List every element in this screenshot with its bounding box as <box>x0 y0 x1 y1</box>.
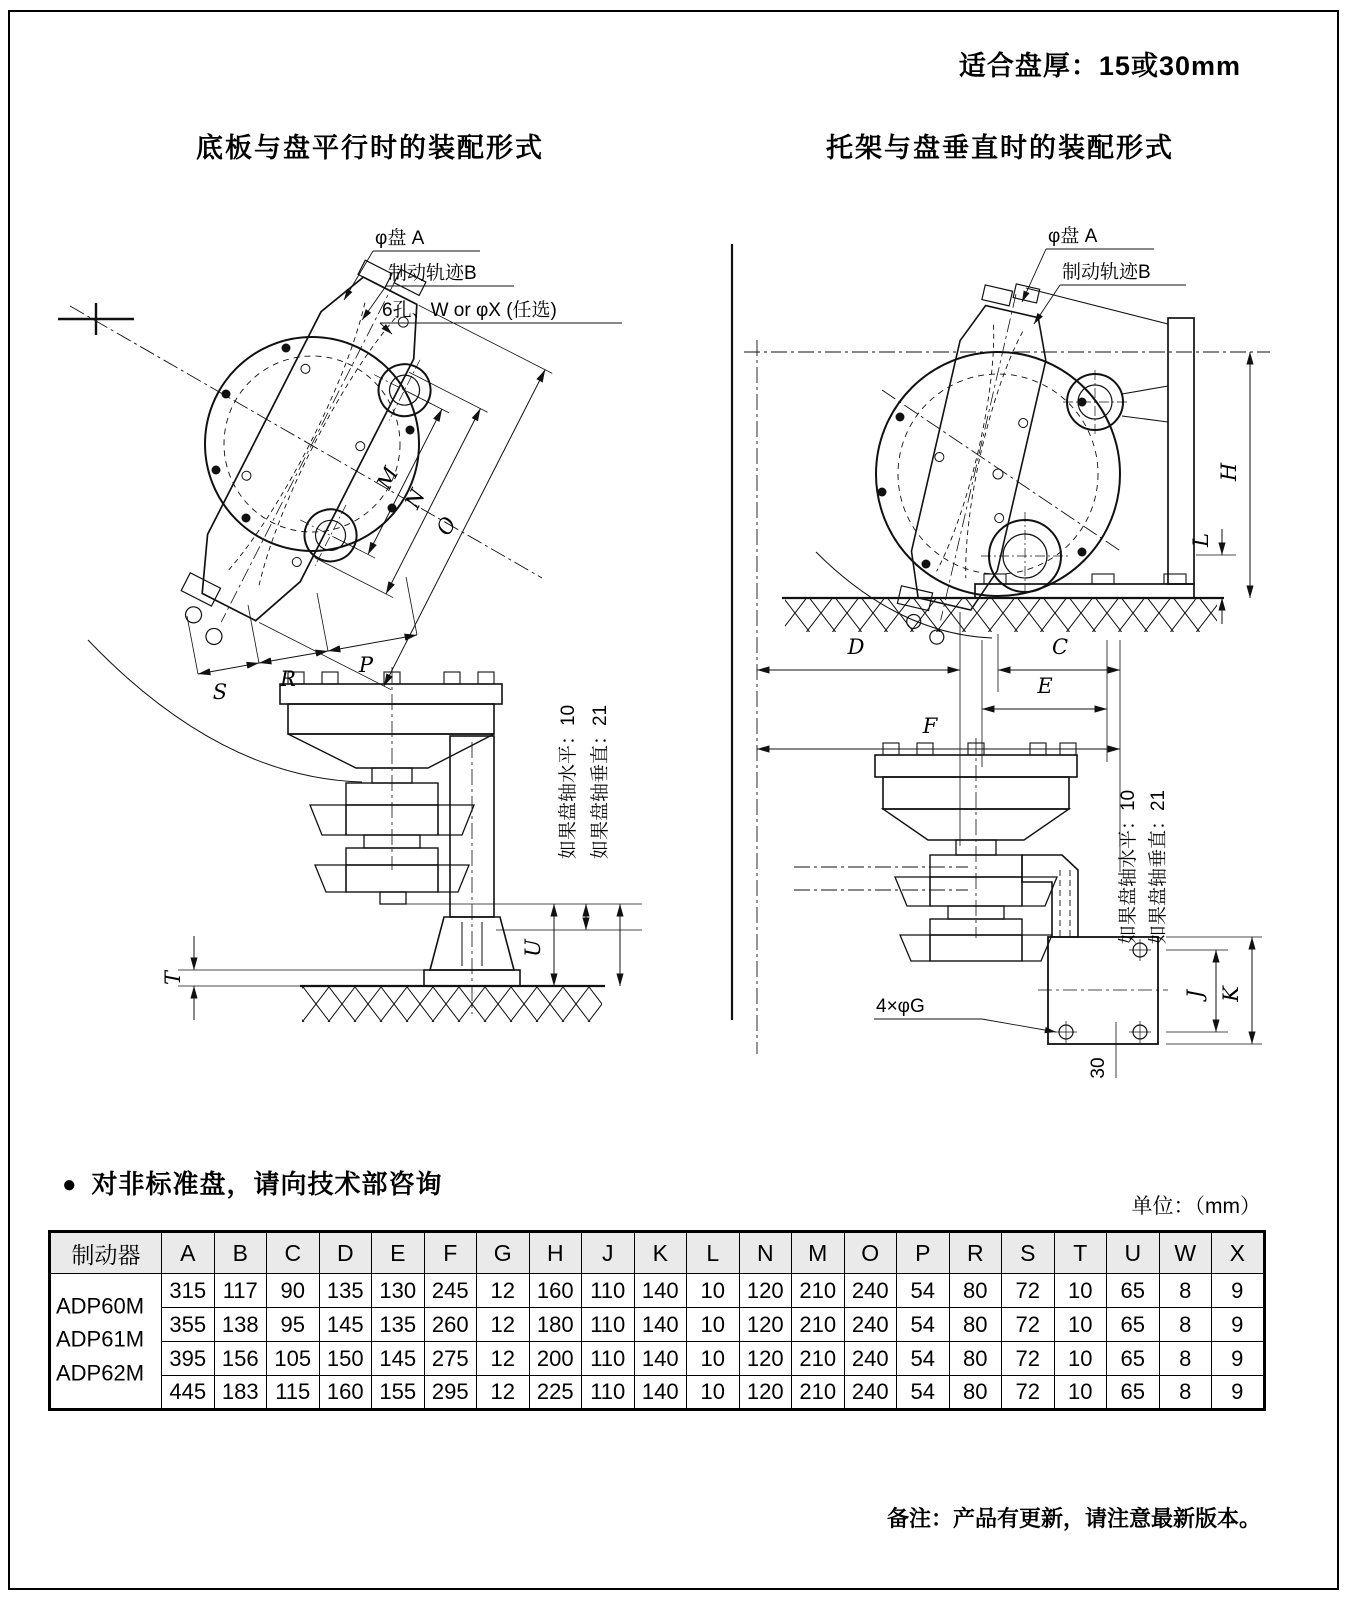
col-header: F <box>424 1232 477 1274</box>
table-cell: 160 <box>319 1376 372 1410</box>
table-cell: 130 <box>372 1274 425 1308</box>
col-header: T <box>1054 1232 1107 1274</box>
table-cell: 145 <box>372 1342 425 1376</box>
dimension-table <box>48 1230 1266 1411</box>
dim-label-K: K <box>1219 986 1243 1002</box>
dim-label-N: N <box>400 485 431 513</box>
table-cell: 120 <box>739 1376 792 1410</box>
table-cell: 72 <box>1002 1274 1055 1308</box>
table-cell: 200 <box>529 1342 582 1376</box>
table-cell: 10 <box>687 1308 740 1342</box>
col-header: K <box>634 1232 687 1274</box>
table-cell: 150 <box>319 1342 372 1376</box>
table-cell: 117 <box>214 1274 267 1308</box>
model-name: ADP60M <box>56 1293 145 1319</box>
table-cell: 80 <box>949 1342 1002 1376</box>
table-cell: 80 <box>949 1376 1002 1410</box>
table-cell: 80 <box>949 1308 1002 1342</box>
table-cell: 210 <box>792 1308 845 1342</box>
col-header: H <box>529 1232 582 1274</box>
table-cell: 12 <box>477 1342 530 1376</box>
table-cell: 8 <box>1159 1376 1212 1410</box>
model-name: ADP62M <box>56 1360 145 1386</box>
table-cell: 10 <box>1054 1308 1107 1342</box>
table-cell: 260 <box>424 1308 477 1342</box>
jk-extension-lines <box>1166 937 1262 1044</box>
right-assembly-drawing <box>730 222 1330 1082</box>
dim-label-R: R <box>280 667 296 691</box>
label-offset-30: 30 <box>1088 1057 1109 1079</box>
table-cell: 210 <box>792 1376 845 1410</box>
table-cell: 54 <box>897 1376 950 1410</box>
dim-line-O <box>384 370 545 686</box>
table-cell: 155 <box>372 1376 425 1410</box>
leader-disc-dia <box>1022 249 1046 302</box>
table-cell: 9 <box>1212 1274 1265 1308</box>
dim-T-extensions <box>178 970 424 986</box>
table-cell: 110 <box>582 1274 635 1308</box>
table-cell: 120 <box>739 1308 792 1342</box>
table-cell: 65 <box>1107 1342 1160 1376</box>
table-cell: 8 <box>1159 1308 1212 1342</box>
dim-label-D: D <box>847 635 865 659</box>
label-disc-diameter: φ盘 A <box>1048 226 1098 247</box>
table-cell: 135 <box>372 1308 425 1342</box>
table-cell: 110 <box>582 1376 635 1410</box>
brake-track-arc <box>88 640 362 782</box>
table-cell: 120 <box>739 1342 792 1376</box>
col-header: U <box>1107 1232 1160 1274</box>
dim-label-J: J <box>1183 989 1207 999</box>
table-cell: 10 <box>687 1376 740 1410</box>
table-row <box>50 1274 1265 1308</box>
dim-label-U: U <box>521 939 545 957</box>
table-cell: 210 <box>792 1274 845 1308</box>
consult-note-text: 对非标准盘，请向技术部咨询 <box>91 1169 443 1199</box>
col-header: N <box>739 1232 792 1274</box>
label-axis-vertical: 如果盘轴垂直：21 <box>590 704 611 860</box>
table-cell: 295 <box>424 1376 477 1410</box>
table-cell: 140 <box>634 1274 687 1308</box>
table-cell: 90 <box>267 1274 320 1308</box>
table-cell: 54 <box>897 1342 950 1376</box>
table-header-row <box>50 1232 1265 1274</box>
table-cell: 445 <box>162 1376 215 1410</box>
col-header: M <box>792 1232 845 1274</box>
disc-bolt-holes <box>878 398 1087 569</box>
table-cell: 72 <box>1002 1342 1055 1376</box>
table-cell: 95 <box>267 1308 320 1342</box>
table-cell: 180 <box>529 1308 582 1342</box>
col-header: J <box>582 1232 635 1274</box>
col-header: R <box>949 1232 1002 1274</box>
table-cell: 240 <box>844 1342 897 1376</box>
table-cell: 9 <box>1212 1376 1265 1410</box>
table-cell: 72 <box>1002 1308 1055 1342</box>
table-cell: 120 <box>739 1274 792 1308</box>
table-cell: 10 <box>687 1342 740 1376</box>
table-row <box>50 1376 1265 1410</box>
dim-label-S: S <box>212 680 228 704</box>
col-header: G <box>477 1232 530 1274</box>
srp-extension-lines <box>187 577 417 674</box>
table-row <box>50 1342 1265 1376</box>
dim-label-P: P <box>358 653 374 677</box>
table-cell: 145 <box>319 1308 372 1342</box>
label-brake-track: 制动轨迹B <box>388 263 477 284</box>
col-header: S <box>1002 1232 1055 1274</box>
label-bolt-holes-4xG: 4×φG <box>876 996 925 1017</box>
table-cell: 12 <box>477 1308 530 1342</box>
dcef-extension-lines <box>960 612 1120 872</box>
table-cell: 140 <box>634 1308 687 1342</box>
table-cell: 80 <box>949 1274 1002 1308</box>
col-header: D <box>319 1232 372 1274</box>
table-cell: 105 <box>267 1342 320 1376</box>
col-header: L <box>687 1232 740 1274</box>
table-cell: 9 <box>1212 1342 1265 1376</box>
label-disc-diameter: φ盘 A <box>375 228 425 249</box>
label-bolt-holes: 6孔、W or φX (任选) <box>382 300 557 321</box>
table-cell: 315 <box>162 1274 215 1308</box>
table-cell: 183 <box>214 1376 267 1410</box>
right-diagram-title: 托架与盘垂直时的装配形式 <box>826 133 1174 163</box>
dim-line-P <box>328 635 417 651</box>
col-header: P <box>897 1232 950 1274</box>
label-brake-track: 制动轨迹B <box>1062 262 1151 283</box>
table-cell: 156 <box>214 1342 267 1376</box>
table-cell: 275 <box>424 1342 477 1376</box>
dim-label-C: C <box>1051 635 1069 659</box>
ground-hatch <box>785 598 1217 632</box>
footer-note: 备注：产品有更新，请注意最新版本。 <box>886 1506 1261 1531</box>
label-axis-vertical: 如果盘轴垂直：21 <box>1148 789 1169 945</box>
table-cell: 110 <box>582 1342 635 1376</box>
left-assembly-drawing <box>30 222 730 1082</box>
table-cell: 65 <box>1107 1376 1160 1410</box>
model-name: ADP61M <box>56 1326 145 1352</box>
table-cell: 160 <box>529 1274 582 1308</box>
left-drawing-geometry <box>58 246 642 1022</box>
table-cell: 355 <box>162 1308 215 1342</box>
table-cell: 115 <box>267 1376 320 1410</box>
table-cell: 225 <box>529 1376 582 1410</box>
consult-note <box>62 1164 443 1201</box>
table-cell: 210 <box>792 1342 845 1376</box>
table-cell: 138 <box>214 1308 267 1342</box>
table-cell: 9 <box>1212 1308 1265 1342</box>
table-cell: 240 <box>844 1308 897 1342</box>
table-cell: 54 <box>897 1274 950 1308</box>
table-cell: 8 <box>1159 1342 1212 1376</box>
right-drawing-geometry <box>732 244 1270 1078</box>
col-header: X <box>1212 1232 1265 1274</box>
table-cell: 10 <box>1054 1376 1107 1410</box>
center-cross-mark <box>58 303 134 335</box>
table-cell: 10 <box>1054 1274 1107 1308</box>
leader-disc-dia <box>344 251 373 300</box>
label-axis-horizontal: 如果盘轴水平：10 <box>1118 789 1139 945</box>
dim-label-H: H <box>1217 462 1241 482</box>
col-header: W <box>1159 1232 1212 1274</box>
disc-thickness-note: 适合盘厚：15或30mm <box>958 51 1241 81</box>
col-header: B <box>214 1232 267 1274</box>
dim-label-T: T <box>161 970 185 986</box>
left-diagram-title: 底板与盘平行时的装配形式 <box>196 133 544 163</box>
table-cell: 245 <box>424 1274 477 1308</box>
mounting-plate <box>1048 937 1158 1044</box>
leader-bolt-holes <box>380 323 392 334</box>
dim-label-L: L <box>1189 533 1213 547</box>
col-header: C <box>267 1232 320 1274</box>
ground-hatch <box>302 986 602 1022</box>
col-header: A <box>162 1232 215 1274</box>
table-cell: 135 <box>319 1274 372 1308</box>
col-header-model: 制动器 <box>50 1232 162 1274</box>
label-axis-horizontal: 如果盘轴水平：10 <box>558 704 579 860</box>
unit-note: 单位：（mm） <box>1131 1195 1261 1218</box>
table-cell: 54 <box>897 1308 950 1342</box>
disc-bolt-holes <box>212 344 415 523</box>
table-cell: 65 <box>1107 1308 1160 1342</box>
table-cell: 240 <box>844 1376 897 1410</box>
table-cell: 12 <box>477 1274 530 1308</box>
col-header: E <box>372 1232 425 1274</box>
table-cell: 240 <box>844 1274 897 1308</box>
table-cell: 10 <box>1054 1342 1107 1376</box>
table-cell: 110 <box>582 1308 635 1342</box>
col-header: O <box>844 1232 897 1274</box>
table-row <box>50 1308 1265 1342</box>
dim-label-O: O <box>431 512 462 540</box>
dim-line-R <box>259 651 328 663</box>
thruster-side-view <box>794 738 1168 1044</box>
model-names-cell <box>50 1274 162 1410</box>
table-cell: 140 <box>634 1376 687 1410</box>
bullet-icon: ● <box>62 1171 78 1198</box>
leader-bolt-holes <box>982 1019 1056 1032</box>
dim-line-S <box>198 663 259 674</box>
table-cell: 140 <box>634 1342 687 1376</box>
thruster-front-view <box>280 667 605 1022</box>
table-cell: 8 <box>1159 1274 1212 1308</box>
table-cell: 395 <box>162 1342 215 1376</box>
table-cell: 12 <box>477 1376 530 1410</box>
table-cell: 72 <box>1002 1376 1055 1410</box>
dim-label-F: F <box>922 714 938 738</box>
table-cell: 65 <box>1107 1274 1160 1308</box>
dim-label-E: E <box>1037 674 1053 698</box>
dim-label-M: M <box>372 463 404 494</box>
table-cell: 10 <box>687 1274 740 1308</box>
